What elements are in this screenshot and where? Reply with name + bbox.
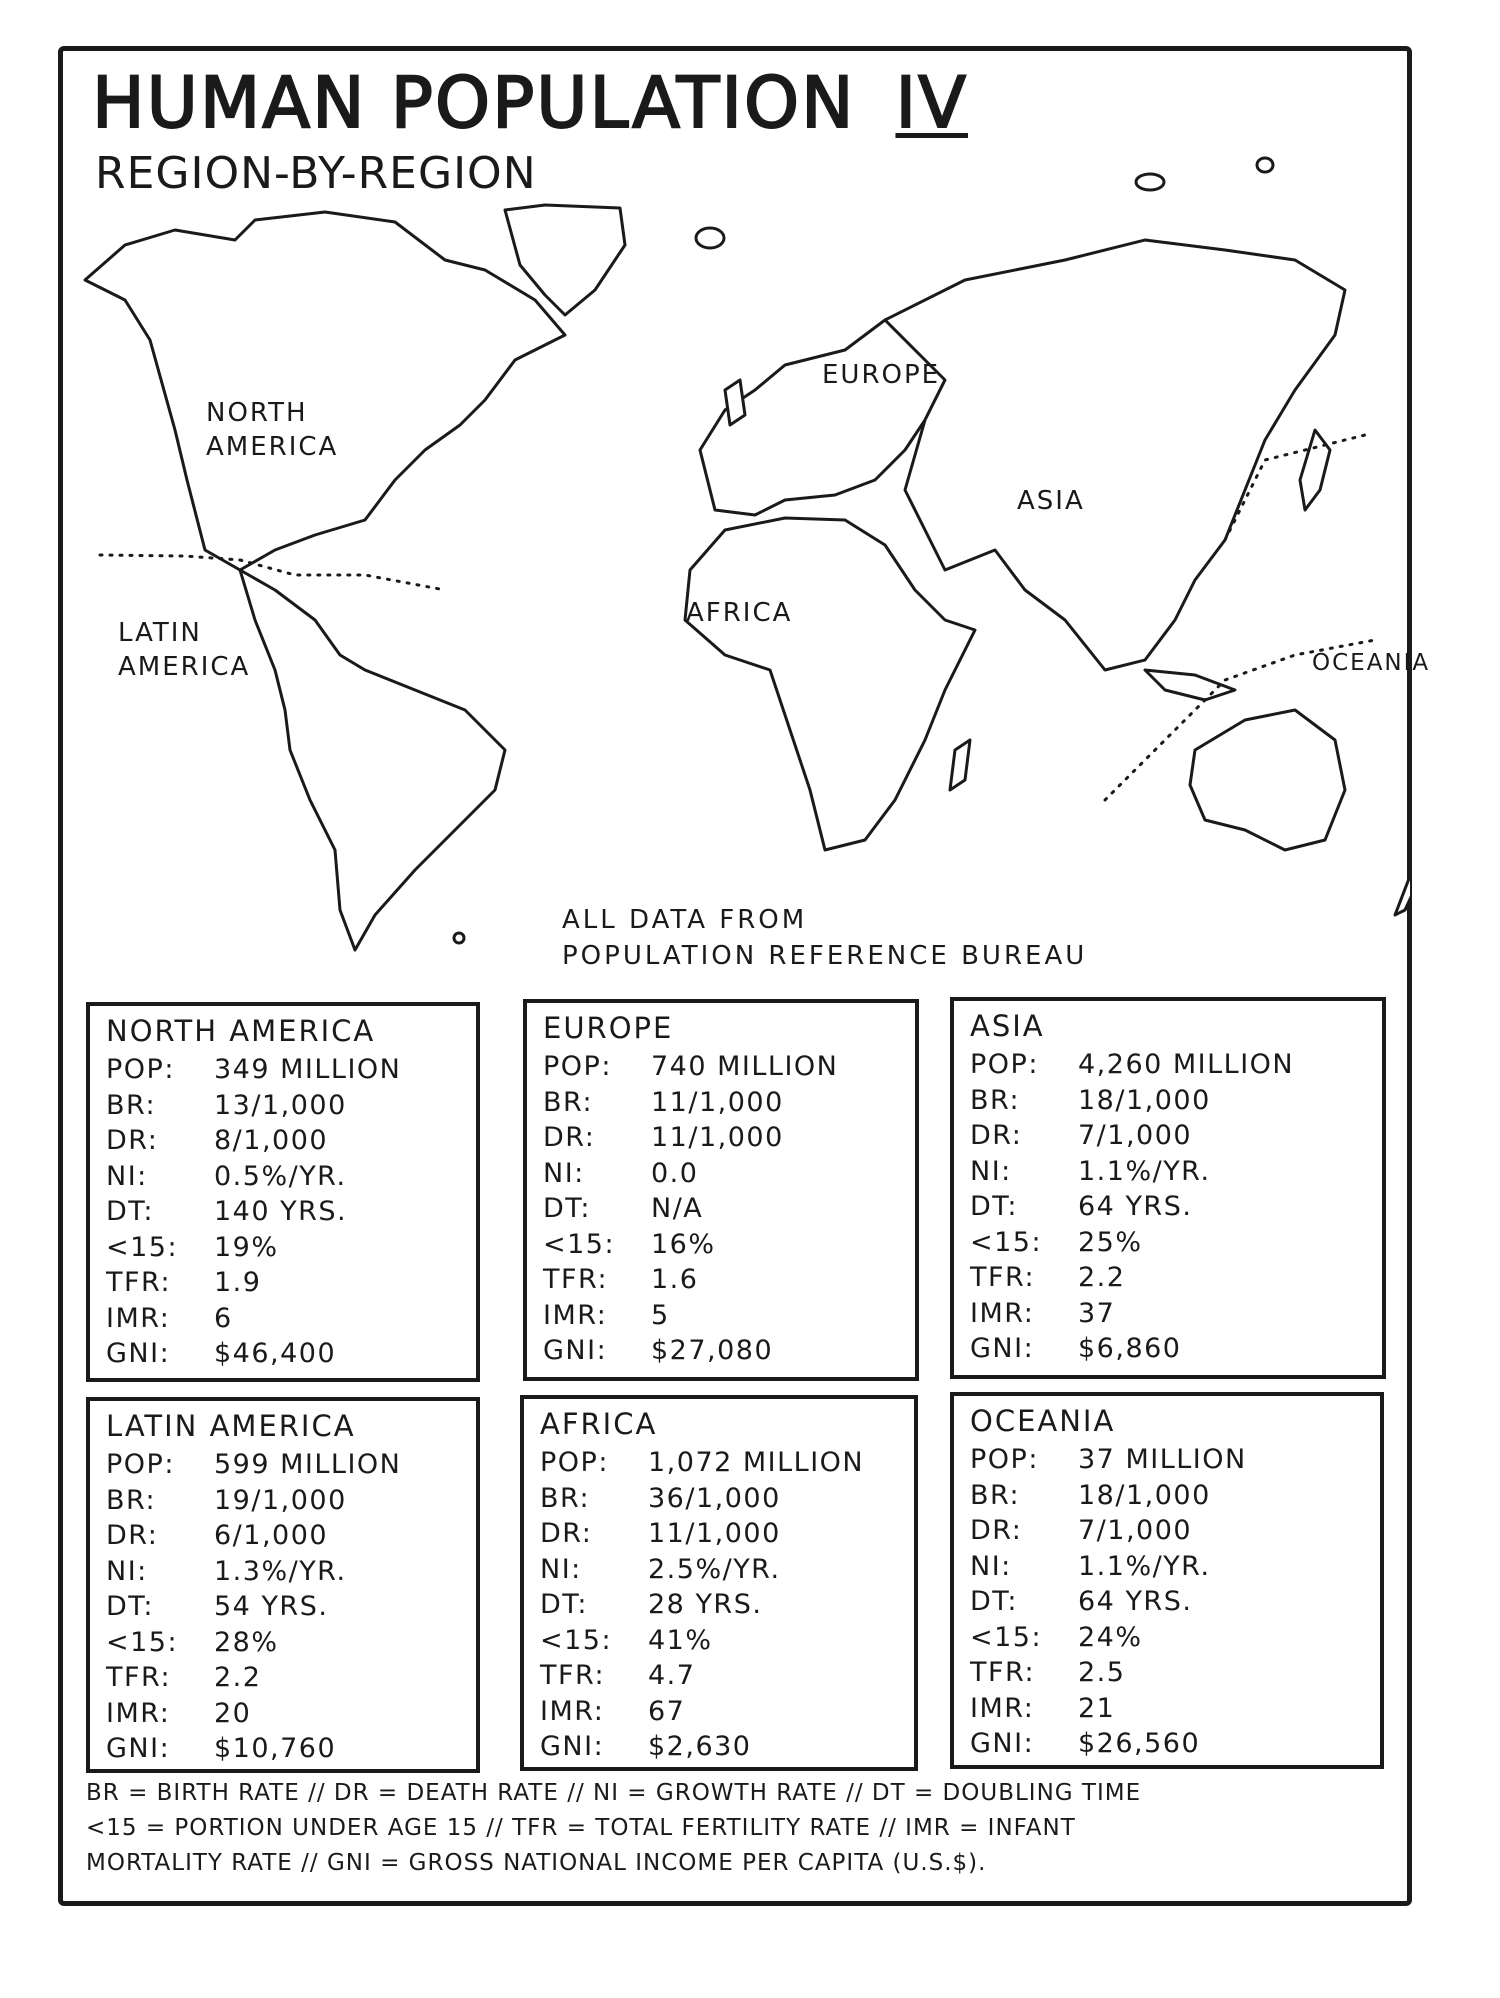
stat-label: NI: <box>540 1553 582 1585</box>
stat-row <box>106 1336 476 1372</box>
stat-label: DT: <box>106 1591 154 1622</box>
stat-value: 20 <box>214 1697 252 1729</box>
stat-label: NI: <box>970 1550 1012 1582</box>
stat-row <box>106 1518 476 1554</box>
region-title: NORTH AMERICA <box>106 1014 376 1048</box>
map-label-oceania: OCEANIA <box>1312 650 1431 676</box>
stat-row <box>106 1625 476 1661</box>
stat-value: 16% <box>651 1228 716 1260</box>
stat-row <box>543 1227 915 1263</box>
stat-row <box>540 1658 914 1694</box>
stat-value: 41% <box>648 1624 713 1656</box>
stat-value: 28 YRS. <box>648 1589 763 1620</box>
stat-value: 1.1%/YR. <box>1078 1550 1211 1582</box>
stat-value: 4,260 MILLION <box>1078 1049 1295 1080</box>
region-title: LATIN AMERICA <box>106 1409 356 1443</box>
region-box-asia <box>950 997 1386 1379</box>
stat-label: <15: <box>543 1228 616 1260</box>
page-subtitle: REGION-BY-REGION <box>95 148 537 199</box>
stat-label: <15: <box>106 1626 179 1658</box>
stat-value: 6 <box>214 1302 233 1334</box>
stat-row <box>970 1513 1380 1549</box>
stat-row <box>540 1481 914 1517</box>
stat-value: 2.2 <box>1078 1262 1126 1293</box>
stat-row <box>540 1552 914 1588</box>
uk-shape <box>725 380 745 425</box>
region-box-africa <box>520 1395 918 1771</box>
stat-value: 19% <box>214 1231 279 1263</box>
stat-value: 740 MILLION <box>651 1051 839 1082</box>
stat-label: GNI: <box>106 1733 171 1764</box>
stat-row <box>970 1083 1382 1119</box>
source-line-2: POPULATION REFERENCE BUREAU <box>562 941 1088 971</box>
stat-label: TFR: <box>970 1262 1036 1293</box>
stat-row <box>970 1296 1382 1332</box>
stat-label: DT: <box>970 1191 1018 1222</box>
map-label-africa: AFRICA <box>686 598 793 628</box>
source-line-1: ALL DATA FROM <box>562 905 808 935</box>
japan-shape <box>1300 430 1330 510</box>
abbreviation-legend <box>86 1776 1396 1881</box>
latin-america-shape <box>240 570 505 950</box>
stat-label: <15: <box>970 1226 1043 1258</box>
stat-value: $26,560 <box>1078 1728 1201 1759</box>
stat-row <box>106 1696 476 1732</box>
stat-label: IMR: <box>543 1299 608 1331</box>
stat-label: DT: <box>543 1193 591 1224</box>
stat-label: GNI: <box>970 1728 1035 1759</box>
data-source-note <box>562 902 1087 974</box>
stat-label: DR: <box>540 1518 593 1549</box>
map-label-asia: ASIA <box>1017 486 1085 516</box>
boundary-na-la <box>100 555 445 590</box>
stat-label: DT: <box>540 1589 588 1620</box>
region-box-europe <box>523 999 919 1381</box>
stat-label: DR: <box>106 1125 159 1156</box>
stat-row <box>543 1156 915 1192</box>
asia-shape <box>885 240 1345 670</box>
stat-value: $6,860 <box>1078 1333 1182 1364</box>
region-title: ASIA <box>970 1009 1045 1043</box>
stat-label: NI: <box>106 1160 148 1192</box>
stat-label: POP: <box>106 1449 175 1480</box>
stat-row <box>106 1660 476 1696</box>
stat-label: DT: <box>106 1196 154 1227</box>
stat-row <box>106 1265 476 1301</box>
region-box-oceania <box>950 1392 1384 1769</box>
stat-label: TFR: <box>106 1267 172 1298</box>
stat-row <box>543 1191 915 1227</box>
stat-value: 1.3%/YR. <box>214 1555 347 1587</box>
stat-value: 0.0 <box>651 1157 699 1189</box>
stat-row <box>106 1447 476 1483</box>
stat-row <box>540 1694 914 1730</box>
stat-label: TFR: <box>970 1657 1036 1688</box>
stat-label: NI: <box>970 1155 1012 1187</box>
stat-value: 24% <box>1078 1621 1143 1653</box>
stat-row <box>543 1333 915 1369</box>
stat-row <box>543 1085 915 1121</box>
stat-row <box>970 1478 1380 1514</box>
stat-row <box>970 1620 1380 1656</box>
stat-value: 8/1,000 <box>214 1125 329 1156</box>
stat-value: 19/1,000 <box>214 1484 347 1516</box>
stat-label: BR: <box>543 1086 594 1118</box>
stat-label: POP: <box>970 1444 1039 1475</box>
stat-row <box>106 1052 476 1088</box>
stat-label: TFR: <box>540 1660 606 1691</box>
stat-value: $27,080 <box>651 1335 774 1366</box>
island-shape <box>454 933 464 943</box>
stat-value: 5 <box>651 1299 670 1331</box>
stat-row <box>540 1623 914 1659</box>
stat-value: 1.9 <box>214 1267 262 1298</box>
legend-line-1: BR = BIRTH RATE // DR = DEATH RATE // NI = GROWTH RATE // DT = DOUBLING TIME <box>86 1780 1142 1806</box>
stat-label: GNI: <box>106 1338 171 1369</box>
map-label-north-america: NORTH AMERICA <box>206 398 339 462</box>
stat-label: IMR: <box>106 1697 171 1729</box>
stat-value: 1.6 <box>651 1264 699 1295</box>
stat-label: POP: <box>540 1447 609 1478</box>
stat-label: <15: <box>106 1231 179 1263</box>
world-map <box>65 150 1410 970</box>
stat-label: <15: <box>970 1621 1043 1653</box>
stat-label: DT: <box>970 1586 1018 1617</box>
stat-value: 13/1,000 <box>214 1089 347 1121</box>
title-numeral: IV <box>895 62 968 144</box>
page-title: HUMAN POPULATION IV <box>92 62 968 144</box>
stat-value: $10,760 <box>214 1733 337 1764</box>
region-box-latin-america <box>86 1397 480 1773</box>
stat-row <box>970 1154 1382 1190</box>
stat-value: 18/1,000 <box>1078 1084 1211 1116</box>
stat-row <box>970 1331 1382 1367</box>
north-america-shape <box>85 212 565 570</box>
region-title: EUROPE <box>543 1011 674 1045</box>
stat-label: TFR: <box>106 1662 172 1693</box>
stat-row <box>970 1691 1380 1727</box>
stat-row <box>970 1584 1380 1620</box>
stat-row <box>540 1729 914 1765</box>
stat-value: 1.1%/YR. <box>1078 1155 1211 1187</box>
island-shape <box>1257 158 1273 172</box>
stat-value: 1,072 MILLION <box>648 1447 865 1478</box>
stat-label: BR: <box>106 1484 157 1516</box>
stat-label: BR: <box>970 1084 1021 1116</box>
stat-value: 6/1,000 <box>214 1520 329 1551</box>
stat-value: 349 MILLION <box>214 1054 402 1085</box>
stat-label: POP: <box>543 1051 612 1082</box>
stat-row <box>106 1123 476 1159</box>
stat-label: POP: <box>970 1049 1039 1080</box>
stat-value: 28% <box>214 1626 279 1658</box>
stat-row <box>970 1260 1382 1296</box>
stat-row <box>540 1445 914 1481</box>
stat-row <box>540 1516 914 1552</box>
stat-row <box>106 1088 476 1124</box>
stat-value: 18/1,000 <box>1078 1479 1211 1511</box>
stat-row <box>543 1262 915 1298</box>
stat-value: 25% <box>1078 1226 1143 1258</box>
stat-label: TFR: <box>543 1264 609 1295</box>
stat-value: $2,630 <box>648 1731 752 1762</box>
stat-value: 11/1,000 <box>651 1086 784 1118</box>
stat-label: NI: <box>106 1555 148 1587</box>
stat-row <box>970 1225 1382 1261</box>
stat-value: 54 YRS. <box>214 1591 329 1622</box>
stat-value: 4.7 <box>648 1660 696 1691</box>
region-title: OCEANIA <box>970 1404 1116 1438</box>
stat-value: 7/1,000 <box>1078 1515 1193 1546</box>
indonesia-shape <box>1145 670 1235 700</box>
stat-value: 36/1,000 <box>648 1482 781 1514</box>
stat-value: 37 <box>1078 1297 1116 1329</box>
stat-value: 599 MILLION <box>214 1449 402 1480</box>
stat-label: DR: <box>970 1515 1023 1546</box>
stat-label: DR: <box>106 1520 159 1551</box>
stat-row <box>970 1189 1382 1225</box>
stat-value: 21 <box>1078 1692 1116 1724</box>
stat-value: 67 <box>648 1695 686 1727</box>
stat-label: IMR: <box>540 1695 605 1727</box>
stat-row <box>106 1194 476 1230</box>
stat-row <box>543 1298 915 1334</box>
stat-label: <15: <box>540 1624 613 1656</box>
stat-label: NI: <box>543 1157 585 1189</box>
stat-value: $46,400 <box>214 1338 337 1369</box>
stat-row <box>970 1549 1380 1585</box>
region-title: AFRICA <box>540 1407 658 1441</box>
stat-value: 64 YRS. <box>1078 1586 1193 1617</box>
stat-row <box>543 1049 915 1085</box>
stat-value: 2.5 <box>1078 1657 1126 1688</box>
stat-row <box>970 1047 1382 1083</box>
stat-label: BR: <box>540 1482 591 1514</box>
new-zealand-shape <box>1395 845 1410 915</box>
africa-shape <box>685 518 975 850</box>
stat-value: 0.5%/YR. <box>214 1160 347 1192</box>
stat-row <box>543 1120 915 1156</box>
stat-label: IMR: <box>970 1692 1035 1724</box>
legend-line-3: MORTALITY RATE // GNI = GROSS NATIONAL INCOME PER CAPITA (U.S.$). <box>86 1850 987 1876</box>
stat-value: 11/1,000 <box>651 1122 784 1153</box>
stat-label: DR: <box>543 1122 596 1153</box>
stat-row <box>970 1118 1382 1154</box>
stat-row <box>106 1731 476 1767</box>
stat-row <box>970 1442 1380 1478</box>
stat-label: IMR: <box>970 1297 1035 1329</box>
stat-row <box>970 1655 1380 1691</box>
stat-value: 37 MILLION <box>1078 1444 1247 1475</box>
stat-value: 11/1,000 <box>648 1518 781 1549</box>
stat-row <box>106 1483 476 1519</box>
region-box-north-america <box>86 1002 480 1382</box>
legend-line-2: <15 = PORTION UNDER AGE 15 // TFR = TOTAL FERTILITY RATE // IMR = INFANT <box>86 1815 1076 1841</box>
stat-label: BR: <box>970 1479 1021 1511</box>
stat-label: DR: <box>970 1120 1023 1151</box>
stat-label: GNI: <box>543 1335 608 1366</box>
stat-label: BR: <box>106 1089 157 1121</box>
stat-row <box>106 1159 476 1195</box>
stat-row <box>106 1554 476 1590</box>
stat-row <box>106 1230 476 1266</box>
map-label-europe: EUROPE <box>822 360 941 390</box>
stat-value: N/A <box>651 1193 704 1224</box>
map-label-latin-america: LATIN AMERICA <box>118 618 251 682</box>
island-shape <box>696 228 724 248</box>
island-shape <box>1136 174 1164 190</box>
stat-label: GNI: <box>970 1333 1035 1364</box>
stat-label: IMR: <box>106 1302 171 1334</box>
stat-label: GNI: <box>540 1731 605 1762</box>
stat-row <box>970 1726 1380 1762</box>
madagascar-shape <box>950 740 970 790</box>
stat-value: 64 YRS. <box>1078 1191 1193 1222</box>
stat-row <box>106 1301 476 1337</box>
stat-value: 140 YRS. <box>214 1196 348 1227</box>
stat-row <box>106 1589 476 1625</box>
stat-label: POP: <box>106 1054 175 1085</box>
stat-value: 2.2 <box>214 1662 262 1693</box>
stat-row <box>540 1587 914 1623</box>
stat-value: 7/1,000 <box>1078 1120 1193 1151</box>
stat-value: 2.5%/YR. <box>648 1553 781 1585</box>
australia-shape <box>1190 710 1345 850</box>
